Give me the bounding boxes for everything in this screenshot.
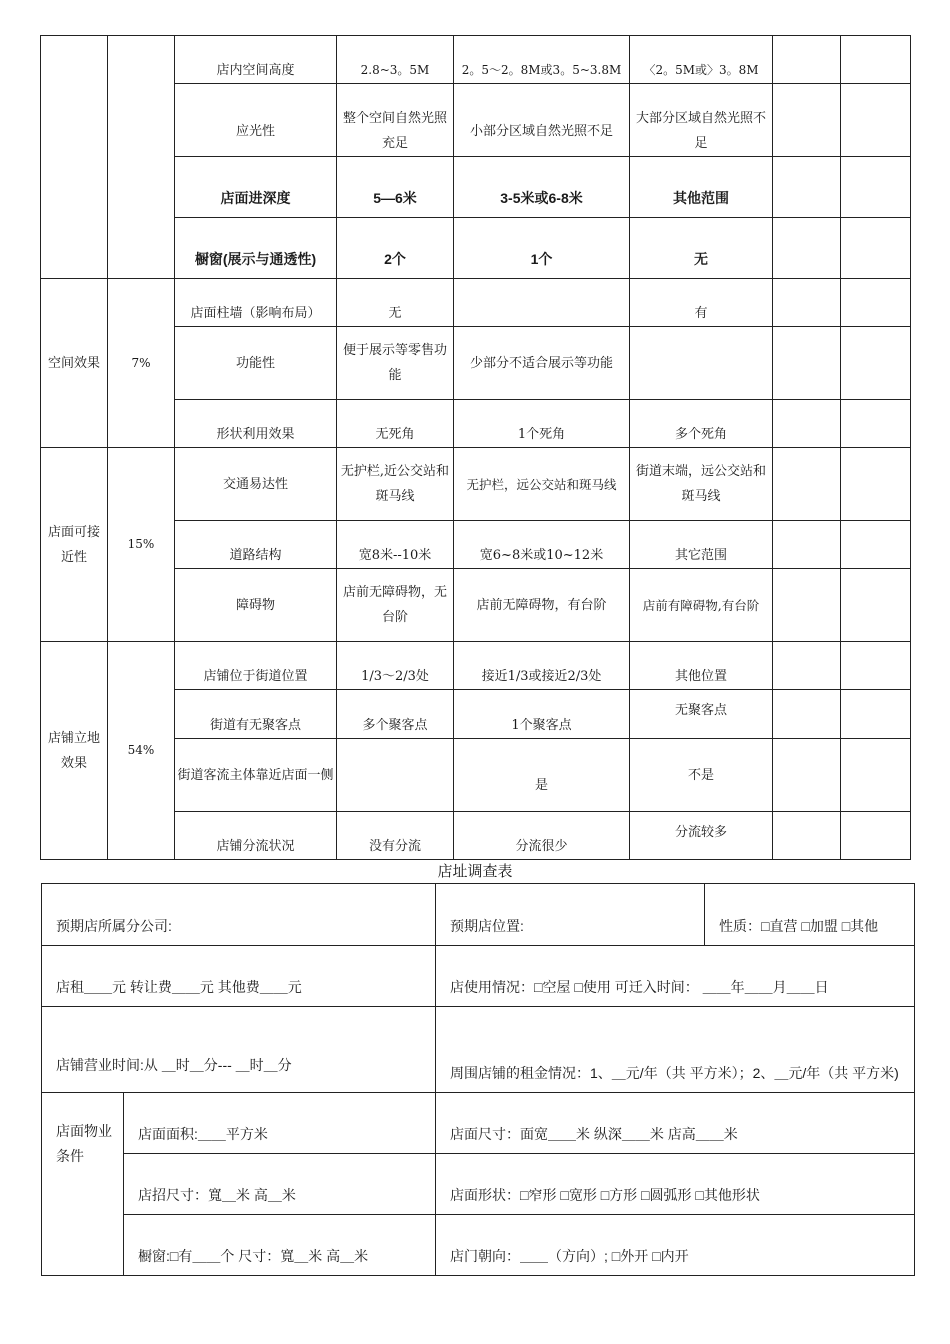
option-b	[454, 279, 630, 327]
note-cell	[841, 157, 911, 218]
option-b: 1个死角	[454, 400, 630, 448]
criterion: 交通易达性	[175, 448, 337, 521]
option-b: 是	[454, 739, 630, 812]
score-cell	[773, 218, 841, 279]
criterion: 店铺分流状况	[175, 812, 337, 860]
table-row	[42, 884, 915, 946]
option-b: 2。5～2。8M或3。5~3.8M	[454, 36, 630, 84]
score-cell	[773, 569, 841, 642]
field-location[interactable]: 预期店位置:	[436, 884, 705, 946]
table-row	[42, 1154, 915, 1215]
criterion: 橱窗(展示与通透性)	[175, 218, 337, 279]
option-b: 分流很少	[454, 812, 630, 860]
option-b: 店前无障碍物，有台阶	[454, 569, 630, 642]
score-cell	[773, 521, 841, 569]
option-b: 无护栏，远公交站和斑马线	[454, 448, 630, 521]
table-row	[42, 1007, 915, 1093]
option-c: 无	[630, 218, 773, 279]
note-cell	[841, 448, 911, 521]
group-label: 空间效果	[41, 279, 108, 448]
option-a: 无护栏,近公交站和斑马线	[337, 448, 454, 521]
option-b: 3-5米或6-8米	[454, 157, 630, 218]
option-b: 少部分不适合展示等功能	[454, 327, 630, 400]
option-a: 2.8~3。5M	[337, 36, 454, 84]
scoring-table	[40, 35, 911, 860]
note-cell	[841, 36, 911, 84]
score-cell	[773, 812, 841, 860]
option-a: 便于展示等零售功能	[337, 327, 454, 400]
table-row	[41, 279, 911, 327]
table-row	[41, 36, 911, 84]
table-row	[42, 946, 915, 1007]
option-b: 1个聚客点	[454, 690, 630, 739]
option-a: 没有分流	[337, 812, 454, 860]
option-c: 不是	[630, 739, 773, 812]
score-cell	[773, 400, 841, 448]
option-a: 2个	[337, 218, 454, 279]
field-sign-size[interactable]: 店招尺寸：寬＿米 高＿米	[124, 1154, 436, 1215]
option-c: 有	[630, 279, 773, 327]
criterion: 功能性	[175, 327, 337, 400]
option-a: 多个聚客点	[337, 690, 454, 739]
option-b: 小部分区域自然光照不足	[454, 84, 630, 157]
note-cell	[841, 569, 911, 642]
group-label: 店面可接近性	[41, 448, 108, 642]
group-label: 店铺立地效果	[41, 642, 108, 860]
score-cell	[773, 690, 841, 739]
option-c: 大部分区域自然光照不足	[630, 84, 773, 157]
note-cell	[841, 812, 911, 860]
table-row	[42, 1215, 915, 1276]
option-a: 店前无障碍物，无台阶	[337, 569, 454, 642]
option-c: 无聚客点	[630, 690, 773, 739]
criterion: 障碍物	[175, 569, 337, 642]
table-row	[42, 1093, 915, 1154]
field-nature[interactable]: 性质：□直营 □加盟 □其他	[705, 884, 915, 946]
score-cell	[773, 279, 841, 327]
group-weight: 15%	[108, 448, 175, 642]
criterion: 道路结构	[175, 521, 337, 569]
field-shape[interactable]: 店面形状：□窄形 □宽形 □方形 □圆弧形 □其他形状	[436, 1154, 915, 1215]
field-usage[interactable]: 店使用情况：□空屋 □使用 可迁入时间： ＿＿年＿＿月＿＿日	[436, 946, 915, 1007]
option-b: 1个	[454, 218, 630, 279]
criterion: 形状利用效果	[175, 400, 337, 448]
field-company[interactable]: 预期店所属分公司:	[42, 884, 436, 946]
note-cell	[841, 521, 911, 569]
note-cell	[841, 84, 911, 157]
score-cell	[773, 739, 841, 812]
field-size[interactable]: 店面尺寸：面宽＿＿米 纵深＿＿米 店高＿＿米	[436, 1093, 915, 1154]
table-row	[41, 642, 911, 690]
note-cell	[841, 690, 911, 739]
option-c: 街道末端，远公交站和斑马线	[630, 448, 773, 521]
criterion: 店面柱墙（影响布局）	[175, 279, 337, 327]
score-cell	[773, 84, 841, 157]
property-conditions-label: 店面物业条件	[42, 1093, 124, 1276]
field-facing[interactable]: 店门朝向：＿＿（方向）; □外开 □内开	[436, 1215, 915, 1276]
option-c: 分流较多	[630, 812, 773, 860]
note-cell	[841, 327, 911, 400]
note-cell	[841, 218, 911, 279]
option-c: 店前有障碍物,有台阶	[630, 569, 773, 642]
weight-cell	[108, 36, 175, 279]
option-c: 〈2。5M或〉3。8M	[630, 36, 773, 84]
form-title: 店址调查表	[437, 862, 513, 880]
option-c: 多个死角	[630, 400, 773, 448]
group-cell	[41, 36, 108, 279]
field-rent[interactable]: 店租＿＿元 转让费＿＿元 其他费＿＿元	[42, 946, 436, 1007]
score-cell	[773, 327, 841, 400]
score-cell	[773, 642, 841, 690]
criterion: 店面进深度	[175, 157, 337, 218]
field-hours[interactable]: 店铺营业时间:从 ＿时＿分--- ＿时＿分	[42, 1007, 436, 1093]
option-b: 接近1/3或接近2/3处	[454, 642, 630, 690]
criterion: 街道客流主体靠近店面一侧	[175, 739, 337, 812]
note-cell	[841, 739, 911, 812]
score-cell	[773, 448, 841, 521]
criterion: 街道有无聚客点	[175, 690, 337, 739]
field-area[interactable]: 店面面积:＿＿平方米	[124, 1093, 436, 1154]
option-a: 5—6米	[337, 157, 454, 218]
note-cell	[841, 642, 911, 690]
option-a: 无	[337, 279, 454, 327]
option-c: 其他位置	[630, 642, 773, 690]
note-cell	[841, 400, 911, 448]
group-weight: 7%	[108, 279, 175, 448]
option-a: 1/3～2/3处	[337, 642, 454, 690]
score-cell	[773, 157, 841, 218]
option-b: 宽6~8米或10~12米	[454, 521, 630, 569]
field-window[interactable]: 橱窗:□有＿＿个 尺寸：寬＿米 高＿米	[124, 1215, 436, 1276]
criterion: 店内空间高度	[175, 36, 337, 84]
site-survey-form	[41, 883, 915, 1276]
score-cell	[773, 36, 841, 84]
note-cell	[841, 279, 911, 327]
option-a: 整个空间自然光照充足	[337, 84, 454, 157]
option-c	[630, 327, 773, 400]
option-c: 其它范围	[630, 521, 773, 569]
criterion: 应光性	[175, 84, 337, 157]
group-weight: 54%	[108, 642, 175, 860]
table-row	[41, 448, 911, 521]
field-nearby-rent[interactable]: 周围店铺的租金情况：1、＿元/年（共 平方米）；2、＿元/年（共 平方米)	[436, 1007, 915, 1093]
criterion: 店铺位于街道位置	[175, 642, 337, 690]
option-a: 无死角	[337, 400, 454, 448]
option-a: 宽8米--10米	[337, 521, 454, 569]
option-a	[337, 739, 454, 812]
option-c: 其他范围	[630, 157, 773, 218]
